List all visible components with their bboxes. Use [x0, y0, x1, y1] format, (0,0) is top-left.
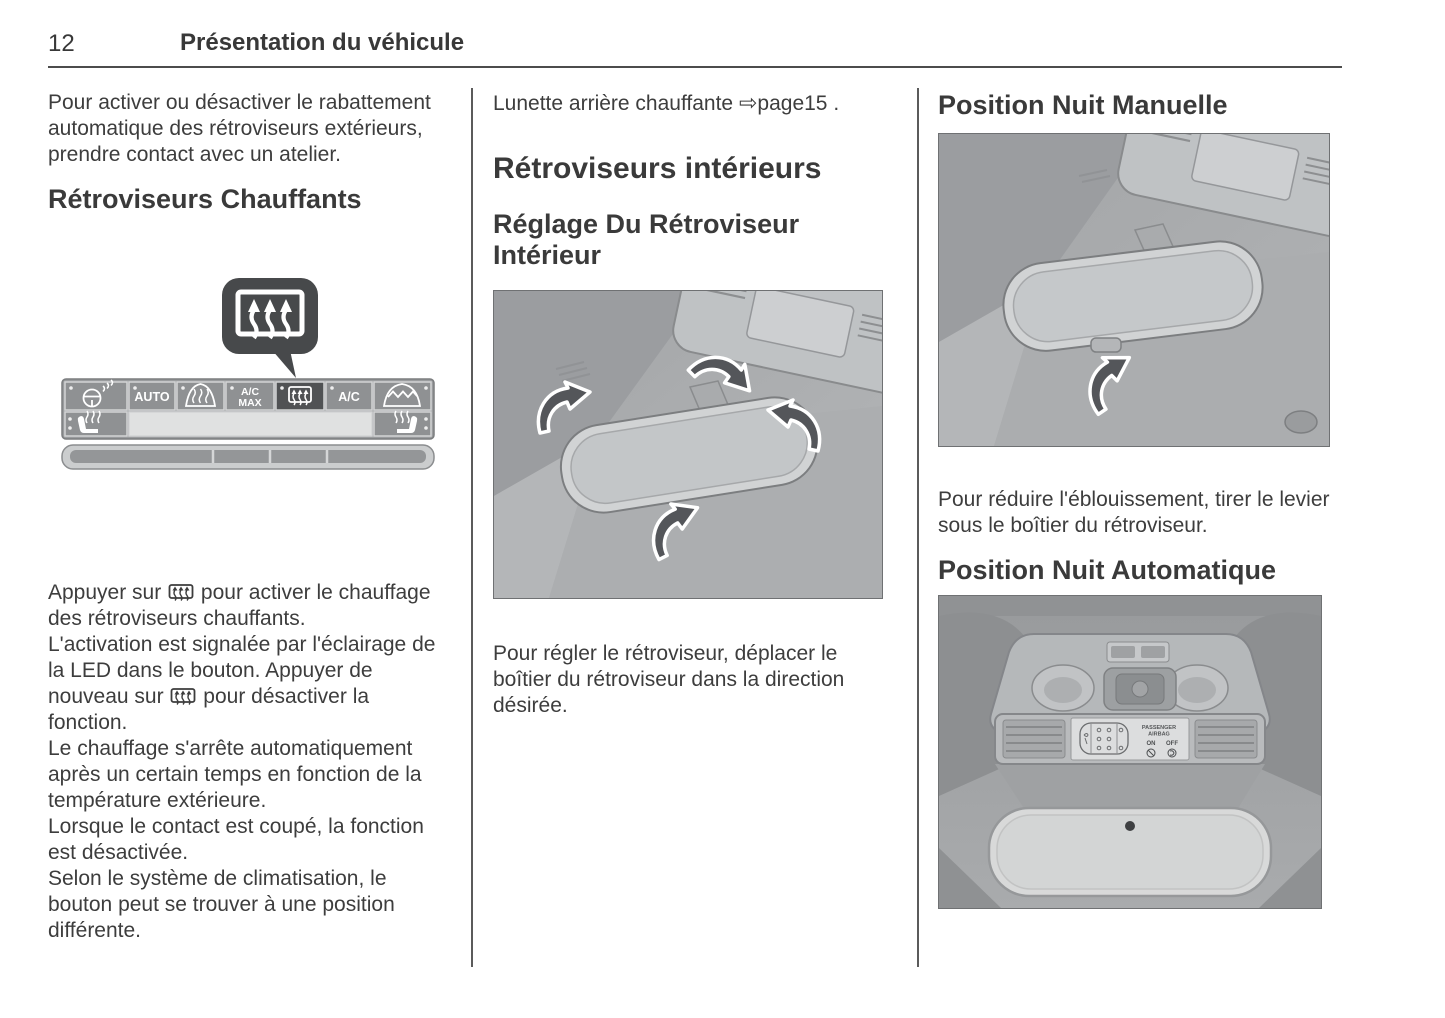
heading-retroviseurs-interieurs: Rétroviseurs intérieurs [493, 152, 822, 185]
heading-position-nuit-manuelle: Position Nuit Manuelle [938, 90, 1228, 120]
header-rule [48, 66, 1342, 68]
column-2 [493, 88, 894, 719]
caption-paragraph: Pour régler le rétroviseur, déplacer le boîtier du rétroviseur dans la direction désirée. [493, 642, 845, 717]
auto-label: AUTO [134, 390, 170, 404]
mirror-adjust-figure [493, 290, 883, 599]
caption-paragraph: Pour réduire l'éblouissement, tirer le levier sous le boîtier du rétroviseur. [938, 488, 1330, 537]
page-number: 12 [48, 30, 75, 57]
manual-night-position-drawing [939, 134, 1329, 446]
paragraph: Appuyer sur pour activer le chauffage des rétroviseurs chauffants. [48, 581, 431, 630]
overhead-console [990, 634, 1270, 764]
ac-max-label-top: A/C [240, 386, 260, 398]
airbag-label: AIRBAG [1148, 731, 1170, 738]
heated-rear-window-callout [222, 278, 318, 378]
off-label: OFF [1166, 741, 1178, 747]
paragraph: Selon le système de climatisation, le bouton peut se trouver à une position différente. [48, 867, 395, 942]
page-reference: page15 [757, 92, 828, 115]
heading-reglage-retroviseur: Réglage Du Rétroviseur Intérieur [493, 209, 800, 270]
heading-position-nuit-automatique: Position Nuit Automatique [938, 555, 1276, 585]
column-divider [917, 88, 919, 967]
climate-control-panel [62, 379, 434, 469]
heated-rear-window-icon [168, 583, 194, 601]
heading-retroviseurs-chauffants: Rétroviseurs Chauffants [48, 184, 362, 214]
paragraph: L'activation est signalée par l'éclairage de la LED dans le bouton. Appuyer de nouveau sur pour désactiver la fonction. [48, 633, 436, 734]
intro-paragraph: Pour activer ou désactiver le rabattement automatique des rétroviseurs extérieurs, prendre contact avec un atelier. [48, 91, 431, 166]
column-3 [938, 88, 1341, 909]
air-vent-right [1195, 720, 1257, 758]
manual-night-position-figure [938, 133, 1330, 447]
ac-max-label-bottom: MAX [238, 397, 262, 409]
auto-dimming-mirror [989, 808, 1271, 896]
paragraph: Lorsque le contact est coupé, la fonction est désactivée. [48, 815, 424, 864]
page-reference-arrow-icon: ⇨ [738, 90, 758, 115]
cross-reference: Lunette arrière chauffante ⇨page15 . [493, 90, 840, 115]
ac-label: A/C [338, 390, 360, 404]
light-sensor-dot [1125, 821, 1135, 831]
column-divider [471, 88, 473, 967]
climate-panel-illustration [48, 270, 440, 475]
mirror-lever [1091, 338, 1121, 352]
on-label: ON [1146, 741, 1156, 747]
paragraph: Le chauffage s'arrête automatiquement après un certain temps en fonction de la température extérieure. [48, 737, 422, 812]
air-vent-left [1003, 720, 1065, 758]
passenger-airbag-label [1071, 718, 1189, 760]
climate-display [129, 412, 372, 436]
auto-dimming-mirror-drawing [939, 596, 1321, 908]
interior-mirror-adjust-drawing [494, 291, 882, 598]
climate-panel-drawing [48, 270, 440, 475]
page-title: Présentation du véhicule [180, 29, 465, 56]
heated-rear-window-icon [170, 687, 196, 705]
passenger-label: PASSENGER [1141, 725, 1177, 731]
auto-night-position-figure [938, 595, 1322, 909]
column-1 [48, 88, 446, 944]
